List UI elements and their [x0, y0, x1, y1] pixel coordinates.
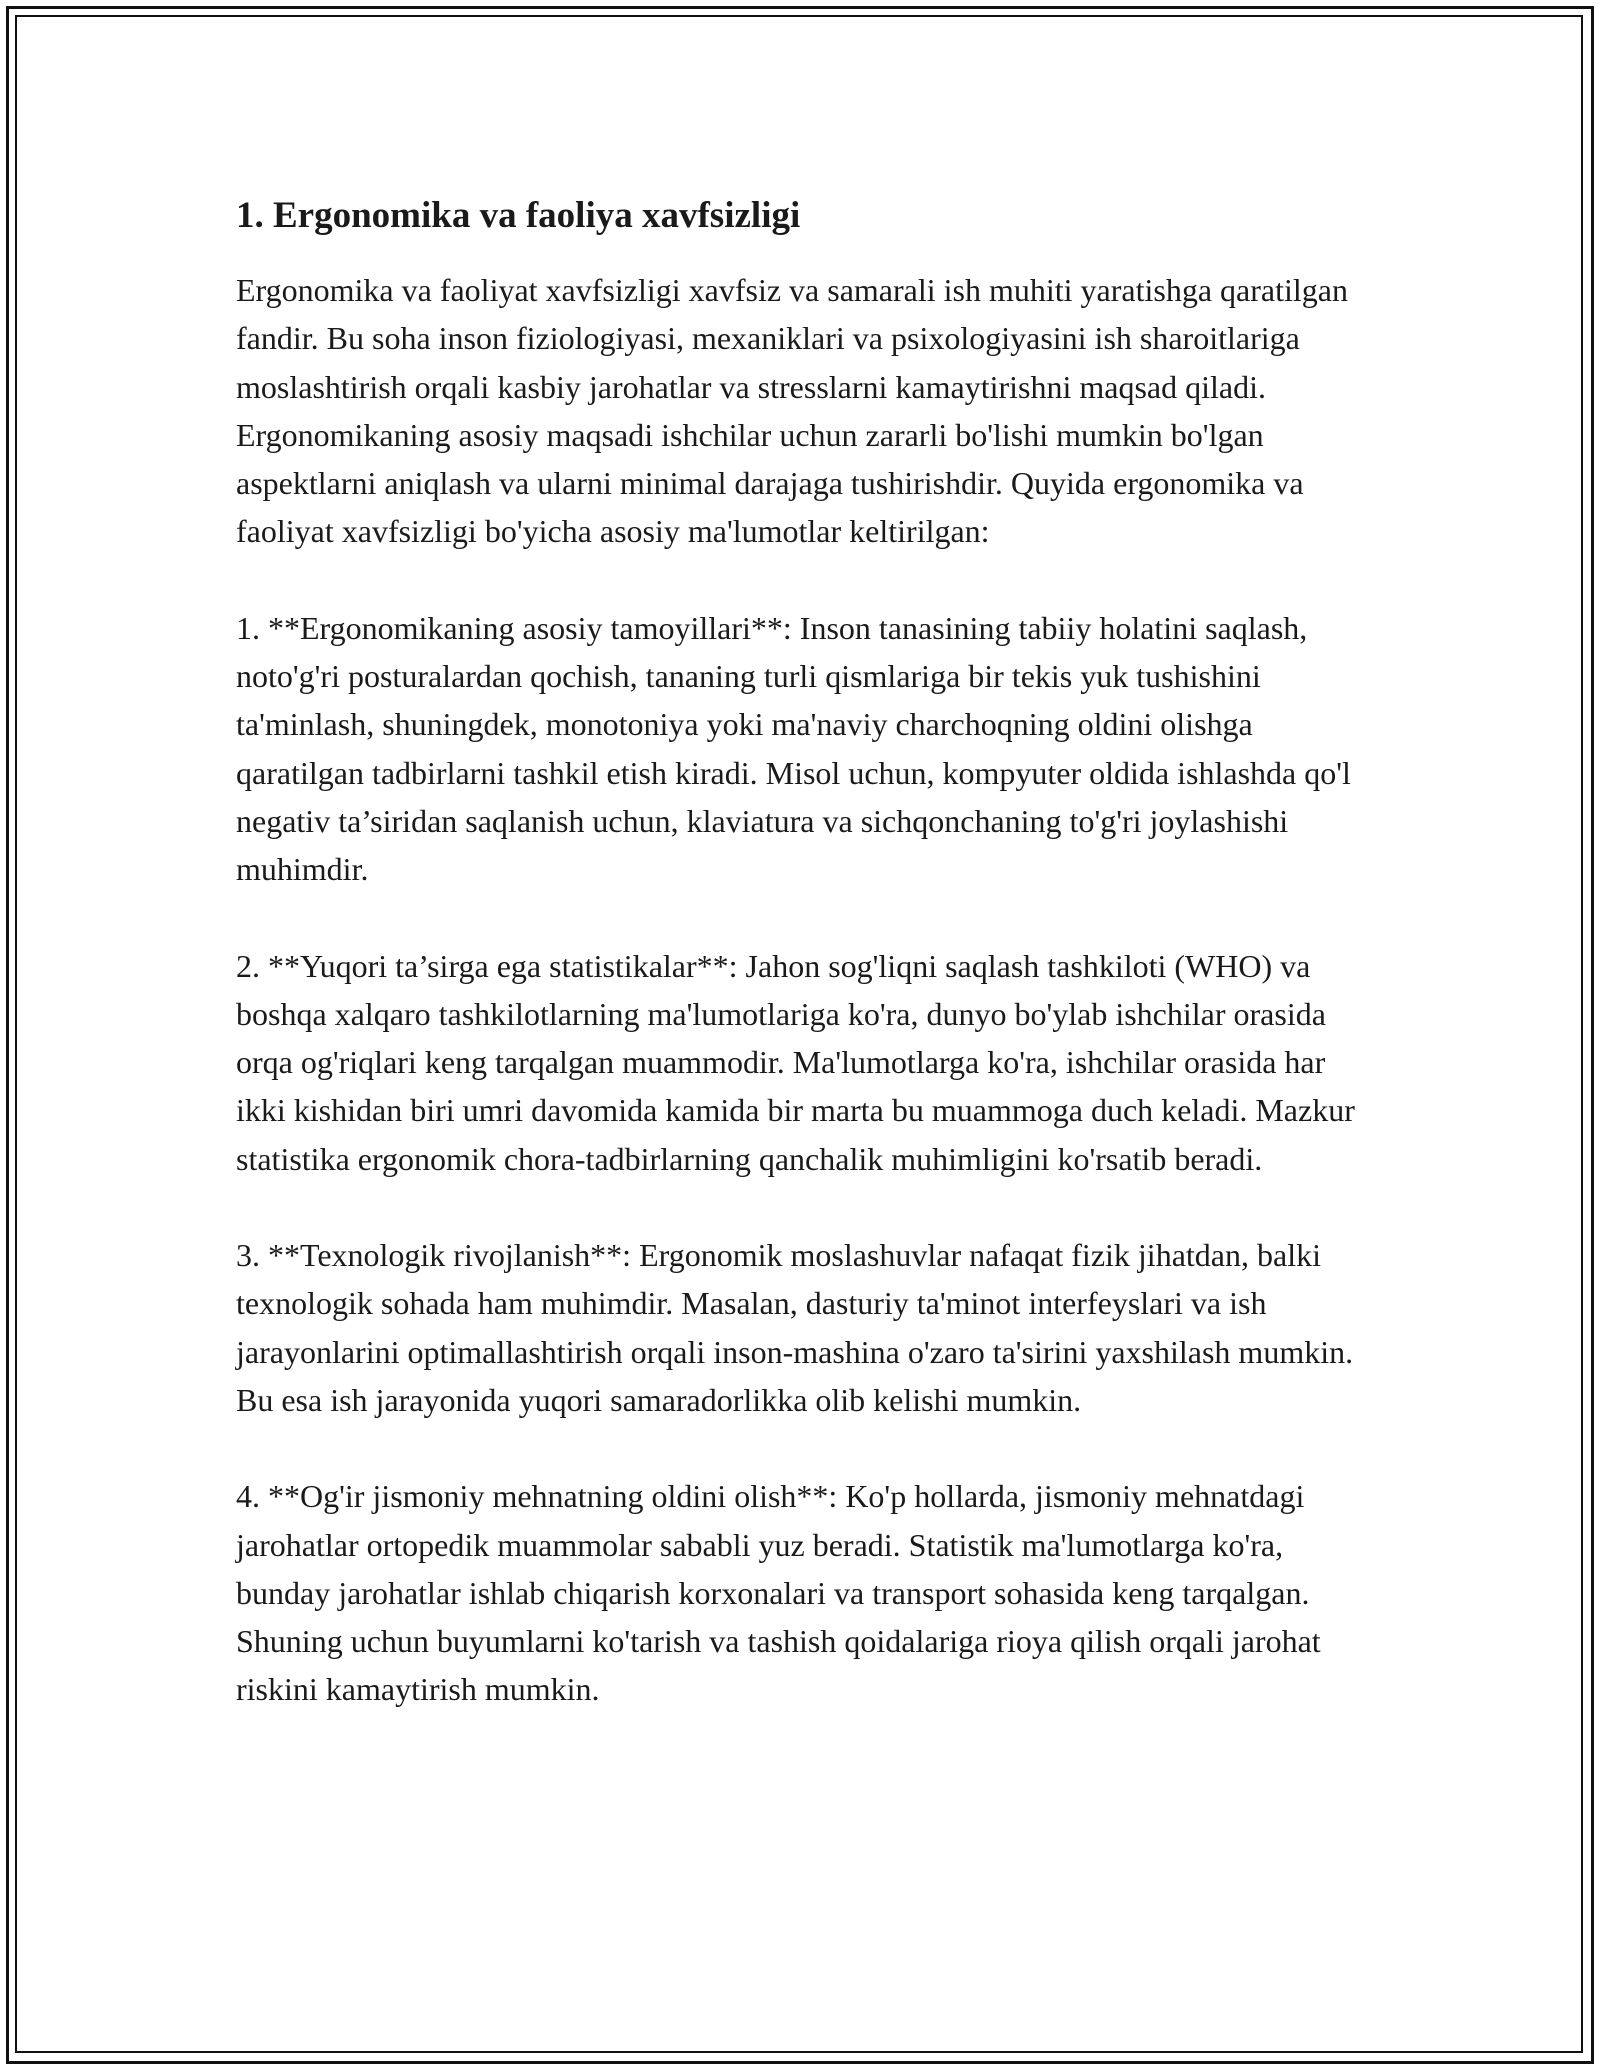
list-item-2: 2. **Yuqori ta’sirga ega statistikalar**: Jahon sog'liqni saqlash tashkiloti (WHO) va boshqa xalqaro tashkilotlarning ma'lumotlariga ko'ra, dunyo bo'ylab ishchilar orasida orqa og'riqlari keng tarqalgan muammodir. Ma'lumotlarga ko'ra, ishchilar orasida har ikki kishidan biri umri davomida kamida bir marta bu muammoga duch keladi. Mazkur statistika ergonomik chora-tadbirlarning qanchalik muhimligini ko'rsatib beradi. [236, 947, 1355, 1177]
list-item-4: 4. **Og'ir jismoniy mehnatning oldini olish**: Ko'p hollarda, jismoniy mehnatdagi jarohatlar ortopedik muammolar sababli yuz beradi. Statistik ma'lumotlarga ko'ra, bunday jarohatlar ishlab chiqarish korxonalari va transport sohasida keng tarqalgan. Shuning uchun buyumlarni ko'tarish va tashish qoidalariga rioya qilish orqali jarohat riskini kamaytirish mumkin. [236, 1478, 1321, 1708]
section-title: 1. Ergonomika va faoliya xavfsizligi [236, 195, 801, 236]
document-body [236, 188, 1376, 1762]
list-item-1: 1. **Ergonomikaning asosiy tamoyillari**: Inson tanasining tabiiy holatini saqlash, noto'g'ri posturalardan qochish, tananing turli qismlariga bir tekis yuk tushishini ta'minlash, shuningdek, monotoniya yoki ma'naviy charchoqning oldini olishga qaratilgan tadbirlarni tashkil etish kiradi. Misol uchun, kompyuter oldida ishlashda qo'l negativ ta’siridan saqlanish uchun, klaviatura va sichqonchaning to'g'ri joylashishi muhimdir. [236, 609, 1351, 888]
intro-paragraph: Ergonomika va faoliyat xavfsizligi xavfsiz va samarali ish muhiti yaratishga qaratilgan fandir. Bu soha inson fiziologiyasi, mexaniklari va psixologiyasini ish sharoitlariga moslashtirish orqali kasbiy jarohatlar va stresslarni kamaytirishni maqsad qiladi. Ergonomikaning asosiy maqsadi ishchilar uchun zararli bo'lishi mumkin bo'lgan aspektlarni aniqlash va ularni minimal darajaga tushirishdir. Quyida ergonomika va faoliyat xavfsizligi bo'yicha asosiy ma'lumotlar keltirilgan: [236, 272, 1348, 550]
list-item-3: 3. **Texnologik rivojlanish**: Ergonomik moslashuvlar nafaqat fizik jihatdan, balki texnologik sohada ham muhimdir. Masalan, dasturiy ta'minot interfeyslari va ish jarayonlarini optimallashtirish orqali inson-mashina o'zaro ta'sirini yaxshilash mumkin. Bu esa ish jarayonida yuqori samaradorlikka olib kelishi mumkin. [236, 1237, 1354, 1418]
